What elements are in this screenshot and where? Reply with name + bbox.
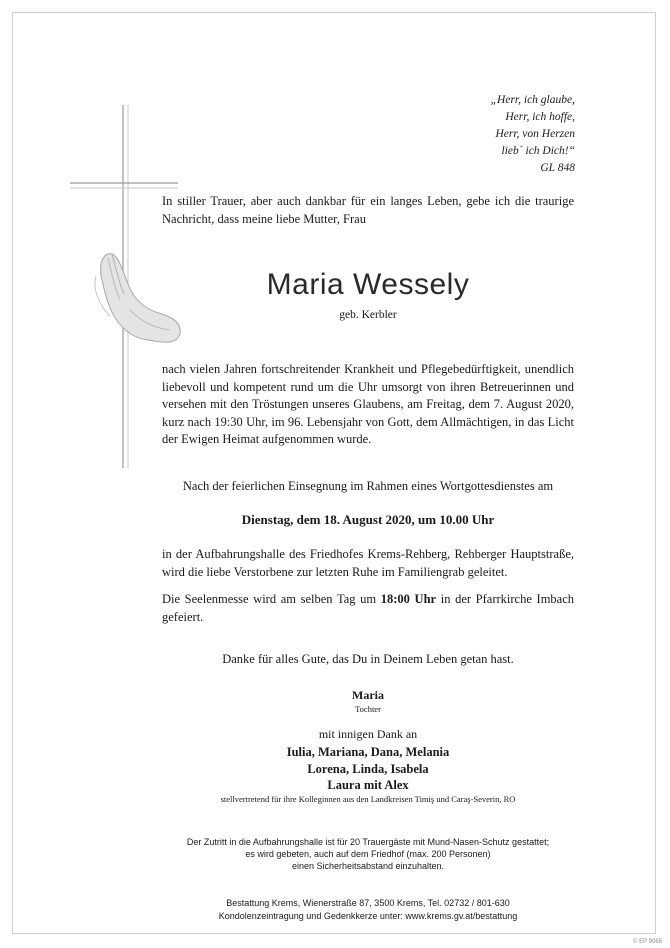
quote-line: Herr, von Herzen: [495, 128, 575, 140]
location-text: in der Aufbahrungshalle des Friedhofes Krems-Rehberg, Rehberger Hauptstraße, wird die liebe Verstorbene zur letzten Ruhe im Familiengrab geleitet.: [162, 547, 574, 579]
notice-line: es wird gebeten, auch auf dem Friedhof (max. 200 Personen): [245, 849, 491, 859]
intro-text: In stiller Trauer, aber auch dankbar für ein langes Leben, gebe ich die traurige Nachricht, dass meine liebe Mutter, Frau: [162, 194, 574, 226]
notice-line: einen Sicherheitsabstand einzuhalten.: [291, 861, 445, 871]
mass-time: 18:00 Uhr: [380, 592, 437, 606]
print-code: © EP 9065: [633, 939, 662, 945]
gratitude-names: [162, 744, 574, 794]
thanks-line: Danke für alles Gute, das Du in Deinem Leben getan hast.: [222, 652, 514, 666]
mass-text: [162, 591, 574, 626]
bible-quote: [375, 92, 575, 177]
gratitude-note: stellvertretend für ihre Kolleginnen aus den Landkreisen Timiş und Caraş-Severin, RO: [220, 794, 516, 804]
quote-line: lieb´ ich Dich!“: [501, 145, 575, 157]
signer-role: Tochter: [355, 704, 381, 714]
footer-address: Bestattung Krems, Wienerstraße 87, 3500 Krems, Tel. 02732 / 801-630: [226, 898, 510, 908]
death-announcement-text: nach vielen Jahren fortschreitender Krankheit und Pflegebedürftigkeit, unendlich liebevoll und kompetent rund um die Uhr umsorgt von ihren Betreuerinnen und versehen mit den Tröstungen unseres Glaubens, am Freitag, dem 7. August 2020, kurz nach 19:30 Uhr, im 96. Lebensjahr von Gott, dem Allmächtigen, in das Licht der Ewigen Heimat aufgenommen wurde.: [162, 362, 574, 446]
gratitude-intro: mit innigen Dank an: [318, 727, 418, 741]
mass-text-after: in der Pfarrkirche Imbach gefeiert.: [162, 592, 575, 624]
gratitude-names-line: Lorena, Linda, Isabela: [307, 761, 429, 776]
gratitude-names-line: Iulia, Mariana, Dana, Melania: [286, 745, 450, 759]
ceremony-date: Dienstag, dem 18. August 2020, um 10.00 Uhr: [241, 512, 495, 527]
quote-line: Herr, ich hoffe,: [505, 111, 575, 123]
signer-name: Maria: [352, 688, 384, 702]
notice-line: Der Zutritt in die Aufbahrungshalle ist für 20 Trauergäste mit Mund-Nasen-Schutz gestattet;: [186, 837, 550, 847]
covid-notice: [150, 836, 586, 872]
quote-source: GL 848: [540, 162, 575, 174]
quote-line: „Herr, ich glaube,: [490, 94, 575, 106]
gratitude-names-line: Laura mit Alex: [327, 778, 409, 792]
deceased-name: Maria Wessely: [266, 268, 470, 301]
funeral-home-footer: [150, 897, 586, 922]
birth-name: geb. Kerbler: [339, 309, 397, 321]
ceremony-intro: Nach der feierlichen Einsegnung im Rahmen eines Wortgottesdienstes am: [182, 479, 554, 493]
footer-website: Kondolenzeintragung und Gedenkkerze unter: www.krems.gv.at/bestattung: [218, 910, 518, 921]
mass-text-before: Die Seelenmesse wird am selben Tag um: [162, 592, 377, 606]
